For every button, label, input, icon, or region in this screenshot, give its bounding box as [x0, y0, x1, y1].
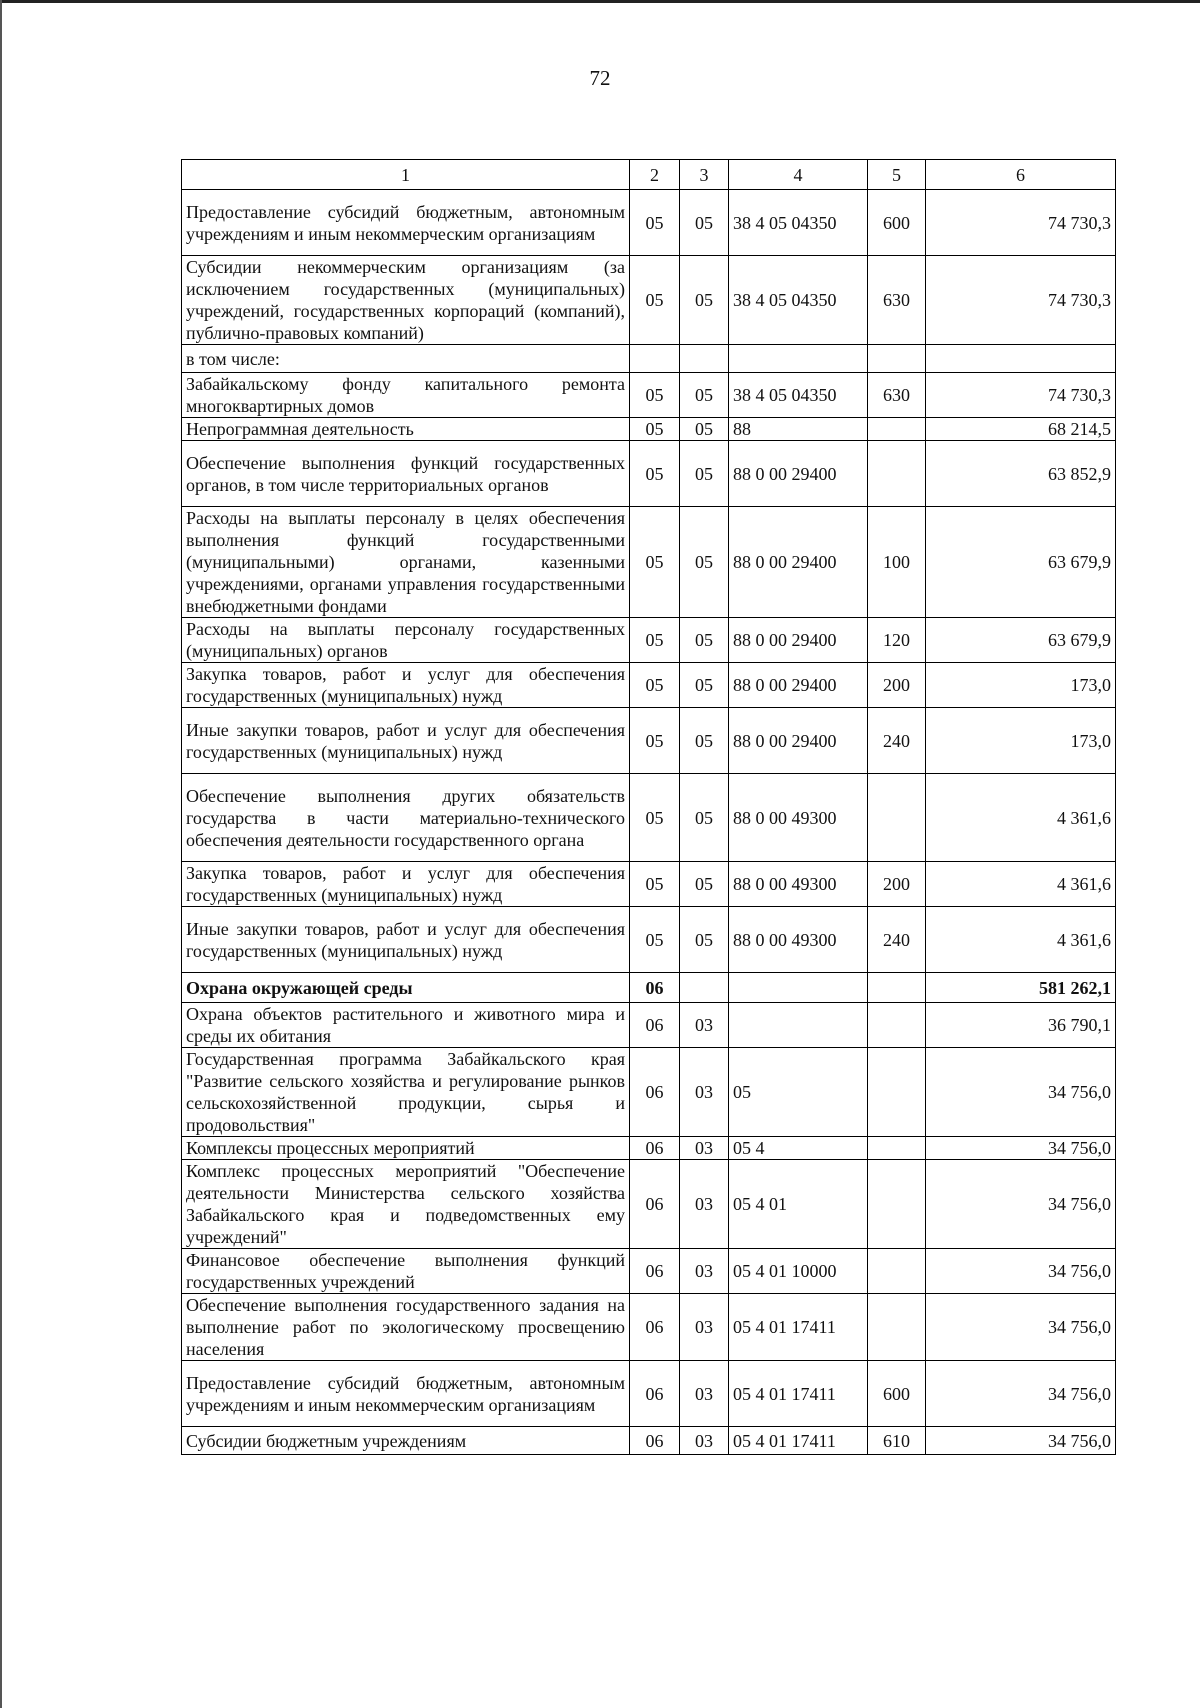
row-name-cell: Предоставление субсидий бюджетным, автономным учреждениям и иным некоммерческим организациям [182, 190, 630, 256]
row-expense-type-cell: 120 [868, 618, 926, 663]
row-expense-type-cell: 610 [868, 1427, 926, 1455]
row-target-article-cell [729, 973, 868, 1003]
row-section-cell: 05 [630, 373, 680, 418]
row-name-cell: Финансовое обеспечение выполнения функций государственных учреждений [182, 1249, 630, 1294]
table-body [182, 190, 1116, 1455]
row-section-cell: 05 [630, 862, 680, 907]
table-row [182, 345, 1116, 373]
row-amount-cell: 74 730,3 [926, 373, 1116, 418]
row-section-cell: 06 [630, 1137, 680, 1160]
table-row [182, 1361, 1116, 1427]
row-expense-type-cell: 630 [868, 256, 926, 345]
row-amount-cell: 36 790,1 [926, 1003, 1116, 1048]
row-target-article-cell: 88 0 00 29400 [729, 663, 868, 708]
row-subsection-cell: 05 [680, 507, 729, 618]
row-name-cell: в том числе: [182, 345, 630, 373]
row-name-cell: Обеспечение выполнения государственного задания на выполнение работ по экологическому просвещению населения [182, 1294, 630, 1361]
row-amount-cell: 34 756,0 [926, 1427, 1116, 1455]
row-subsection-cell: 03 [680, 1003, 729, 1048]
row-name-cell: Расходы на выплаты персоналу государственных (муниципальных) органов [182, 618, 630, 663]
table-row [182, 907, 1116, 973]
table-row [182, 862, 1116, 907]
row-subsection-cell: 05 [680, 418, 729, 441]
row-name-cell: Комплекс процессных мероприятий "Обеспечение деятельности Министерства сельского хозяйства Забайкальского края и подведомственных ему учреждений" [182, 1160, 630, 1249]
table-row [182, 418, 1116, 441]
table-row [182, 256, 1116, 345]
row-subsection-cell: 03 [680, 1249, 729, 1294]
row-subsection-cell: 05 [680, 862, 729, 907]
row-expense-type-cell: 600 [868, 190, 926, 256]
row-name-cell: Обеспечение выполнения других обязательств государства в части материально-технического обеспечения деятельности государственного органа [182, 774, 630, 862]
row-amount-cell: 34 756,0 [926, 1160, 1116, 1249]
row-target-article-cell: 88 [729, 418, 868, 441]
row-expense-type-cell: 630 [868, 373, 926, 418]
row-expense-type-cell [868, 774, 926, 862]
row-expense-type-cell [868, 1294, 926, 1361]
row-section-cell: 06 [630, 973, 680, 1003]
row-name-cell: Закупка товаров, работ и услуг для обеспечения государственных (муниципальных) нужд [182, 663, 630, 708]
row-subsection-cell: 05 [680, 708, 729, 774]
row-amount-cell: 63 852,9 [926, 441, 1116, 507]
header-col-2: 2 [630, 160, 680, 190]
row-section-cell: 05 [630, 907, 680, 973]
table-row [182, 663, 1116, 708]
row-section-cell: 06 [630, 1003, 680, 1048]
table-row [182, 373, 1116, 418]
row-section-cell: 06 [630, 1294, 680, 1361]
row-expense-type-cell [868, 1137, 926, 1160]
row-section-cell: 05 [630, 663, 680, 708]
row-target-article-cell: 05 4 01 17411 [729, 1294, 868, 1361]
row-amount-cell: 74 730,3 [926, 256, 1116, 345]
row-subsection-cell: 05 [680, 663, 729, 708]
row-amount-cell: 34 756,0 [926, 1048, 1116, 1137]
row-amount-cell: 34 756,0 [926, 1249, 1116, 1294]
header-col-5: 5 [868, 160, 926, 190]
row-target-article-cell: 38 4 05 04350 [729, 373, 868, 418]
row-target-article-cell: 05 4 01 [729, 1160, 868, 1249]
row-name-cell: Охрана окружающей среды [182, 973, 630, 1003]
page-number: 72 [589, 66, 611, 90]
table-row [182, 441, 1116, 507]
row-target-article-cell [729, 1003, 868, 1048]
row-target-article-cell: 88 0 00 29400 [729, 507, 868, 618]
row-section-cell: 06 [630, 1361, 680, 1427]
row-section-cell [630, 345, 680, 373]
row-name-cell: Иные закупки товаров, работ и услуг для обеспечения государственных (муниципальных) нужд [182, 907, 630, 973]
row-target-article-cell: 88 0 00 29400 [729, 441, 868, 507]
row-subsection-cell: 05 [680, 256, 729, 345]
table-row [182, 618, 1116, 663]
table-row [182, 973, 1116, 1003]
row-amount-cell: 4 361,6 [926, 862, 1116, 907]
row-name-cell: Расходы на выплаты персоналу в целях обеспечения выполнения функций государственными (муниципальными) органами, казенными учреждениями, органами управления государственными внебюджетными фондами [182, 507, 630, 618]
row-name-cell: Субсидии некоммерческим организациям (за исключением государственных (муниципальных) учреждений, государственных корпораций (компаний), публично-правовых компаний) [182, 256, 630, 345]
row-target-article-cell: 88 0 00 49300 [729, 774, 868, 862]
row-subsection-cell: 05 [680, 190, 729, 256]
row-section-cell: 05 [630, 774, 680, 862]
table-row [182, 708, 1116, 774]
row-section-cell: 06 [630, 1160, 680, 1249]
row-subsection-cell: 03 [680, 1427, 729, 1455]
row-section-cell: 06 [630, 1249, 680, 1294]
table-row [182, 1427, 1116, 1455]
row-expense-type-cell [868, 973, 926, 1003]
row-section-cell: 05 [630, 507, 680, 618]
row-amount-cell: 34 756,0 [926, 1361, 1116, 1427]
table-row [182, 507, 1116, 618]
table-row [182, 1048, 1116, 1137]
row-subsection-cell: 03 [680, 1137, 729, 1160]
row-target-article-cell: 38 4 05 04350 [729, 256, 868, 345]
row-target-article-cell: 05 4 01 17411 [729, 1361, 868, 1427]
row-subsection-cell: 05 [680, 441, 729, 507]
row-expense-type-cell [868, 345, 926, 373]
row-amount-cell: 68 214,5 [926, 418, 1116, 441]
row-amount-cell: 4 361,6 [926, 774, 1116, 862]
row-amount-cell: 63 679,9 [926, 618, 1116, 663]
row-amount-cell: 173,0 [926, 663, 1116, 708]
row-expense-type-cell [868, 418, 926, 441]
row-amount-cell: 581 262,1 [926, 973, 1116, 1003]
header-col-4: 4 [729, 160, 868, 190]
row-target-article-cell: 88 0 00 29400 [729, 618, 868, 663]
row-target-article-cell: 88 0 00 49300 [729, 862, 868, 907]
row-section-cell: 05 [630, 618, 680, 663]
row-expense-type-cell [868, 441, 926, 507]
row-expense-type-cell: 100 [868, 507, 926, 618]
row-subsection-cell: 05 [680, 907, 729, 973]
row-target-article-cell: 05 4 01 10000 [729, 1249, 868, 1294]
row-target-article-cell: 05 4 [729, 1137, 868, 1160]
left-border-rule [0, 0, 2, 1708]
row-amount-cell [926, 345, 1116, 373]
row-target-article-cell [729, 345, 868, 373]
table-header-row [182, 160, 1116, 190]
table-row [182, 774, 1116, 862]
row-target-article-cell: 05 4 01 17411 [729, 1427, 868, 1455]
row-target-article-cell: 88 0 00 29400 [729, 708, 868, 774]
row-expense-type-cell [868, 1003, 926, 1048]
budget-table [181, 159, 1116, 1455]
table-row [182, 190, 1116, 256]
row-expense-type-cell: 200 [868, 663, 926, 708]
row-amount-cell: 74 730,3 [926, 190, 1116, 256]
row-expense-type-cell [868, 1048, 926, 1137]
row-subsection-cell: 03 [680, 1294, 729, 1361]
row-name-cell: Комплексы процессных мероприятий [182, 1137, 630, 1160]
row-amount-cell: 173,0 [926, 708, 1116, 774]
row-name-cell: Охрана объектов растительного и животного мира и среды их обитания [182, 1003, 630, 1048]
row-expense-type-cell: 600 [868, 1361, 926, 1427]
row-name-cell: Закупка товаров, работ и услуг для обеспечения государственных (муниципальных) нужд [182, 862, 630, 907]
row-expense-type-cell: 240 [868, 907, 926, 973]
row-name-cell: Субсидии бюджетным учреждениям [182, 1427, 630, 1455]
row-name-cell: Забайкальскому фонду капитального ремонта многоквартирных домов [182, 373, 630, 418]
row-expense-type-cell: 240 [868, 708, 926, 774]
row-expense-type-cell: 200 [868, 862, 926, 907]
row-subsection-cell: 05 [680, 774, 729, 862]
row-section-cell: 06 [630, 1427, 680, 1455]
row-amount-cell: 63 679,9 [926, 507, 1116, 618]
row-amount-cell: 34 756,0 [926, 1294, 1116, 1361]
table-row [182, 1249, 1116, 1294]
row-expense-type-cell [868, 1249, 926, 1294]
row-subsection-cell: 03 [680, 1048, 729, 1137]
table-row [182, 1137, 1116, 1160]
row-section-cell: 05 [630, 418, 680, 441]
table-row [182, 1294, 1116, 1361]
row-name-cell: Предоставление субсидий бюджетным, автономным учреждениям и иным некоммерческим организациям [182, 1361, 630, 1427]
row-section-cell: 05 [630, 441, 680, 507]
row-amount-cell: 34 756,0 [926, 1137, 1116, 1160]
row-subsection-cell [680, 345, 729, 373]
table-row [182, 1160, 1116, 1249]
row-subsection-cell: 03 [680, 1160, 729, 1249]
row-name-cell: Иные закупки товаров, работ и услуг для обеспечения государственных (муниципальных) нужд [182, 708, 630, 774]
row-subsection-cell: 05 [680, 373, 729, 418]
row-amount-cell: 4 361,6 [926, 907, 1116, 973]
row-target-article-cell: 38 4 05 04350 [729, 190, 868, 256]
row-target-article-cell: 05 [729, 1048, 868, 1137]
row-expense-type-cell [868, 1160, 926, 1249]
row-name-cell: Государственная программа Забайкальского края "Развитие сельского хозяйства и регулирование рынков сельскохозяйственной продукции, сырья и продовольствия" [182, 1048, 630, 1137]
row-section-cell: 05 [630, 190, 680, 256]
top-border-rule [0, 0, 1200, 3]
header-col-6: 6 [926, 160, 1116, 190]
row-name-cell: Обеспечение выполнения функций государственных органов, в том числе территориальных органов [182, 441, 630, 507]
row-subsection-cell: 05 [680, 618, 729, 663]
row-subsection-cell: 03 [680, 1361, 729, 1427]
row-section-cell: 06 [630, 1048, 680, 1137]
row-name-cell: Непрограммная деятельность [182, 418, 630, 441]
row-target-article-cell: 88 0 00 49300 [729, 907, 868, 973]
row-section-cell: 05 [630, 708, 680, 774]
row-section-cell: 05 [630, 256, 680, 345]
table-row [182, 1003, 1116, 1048]
header-col-1: 1 [182, 160, 630, 190]
header-col-3: 3 [680, 160, 729, 190]
row-subsection-cell [680, 973, 729, 1003]
